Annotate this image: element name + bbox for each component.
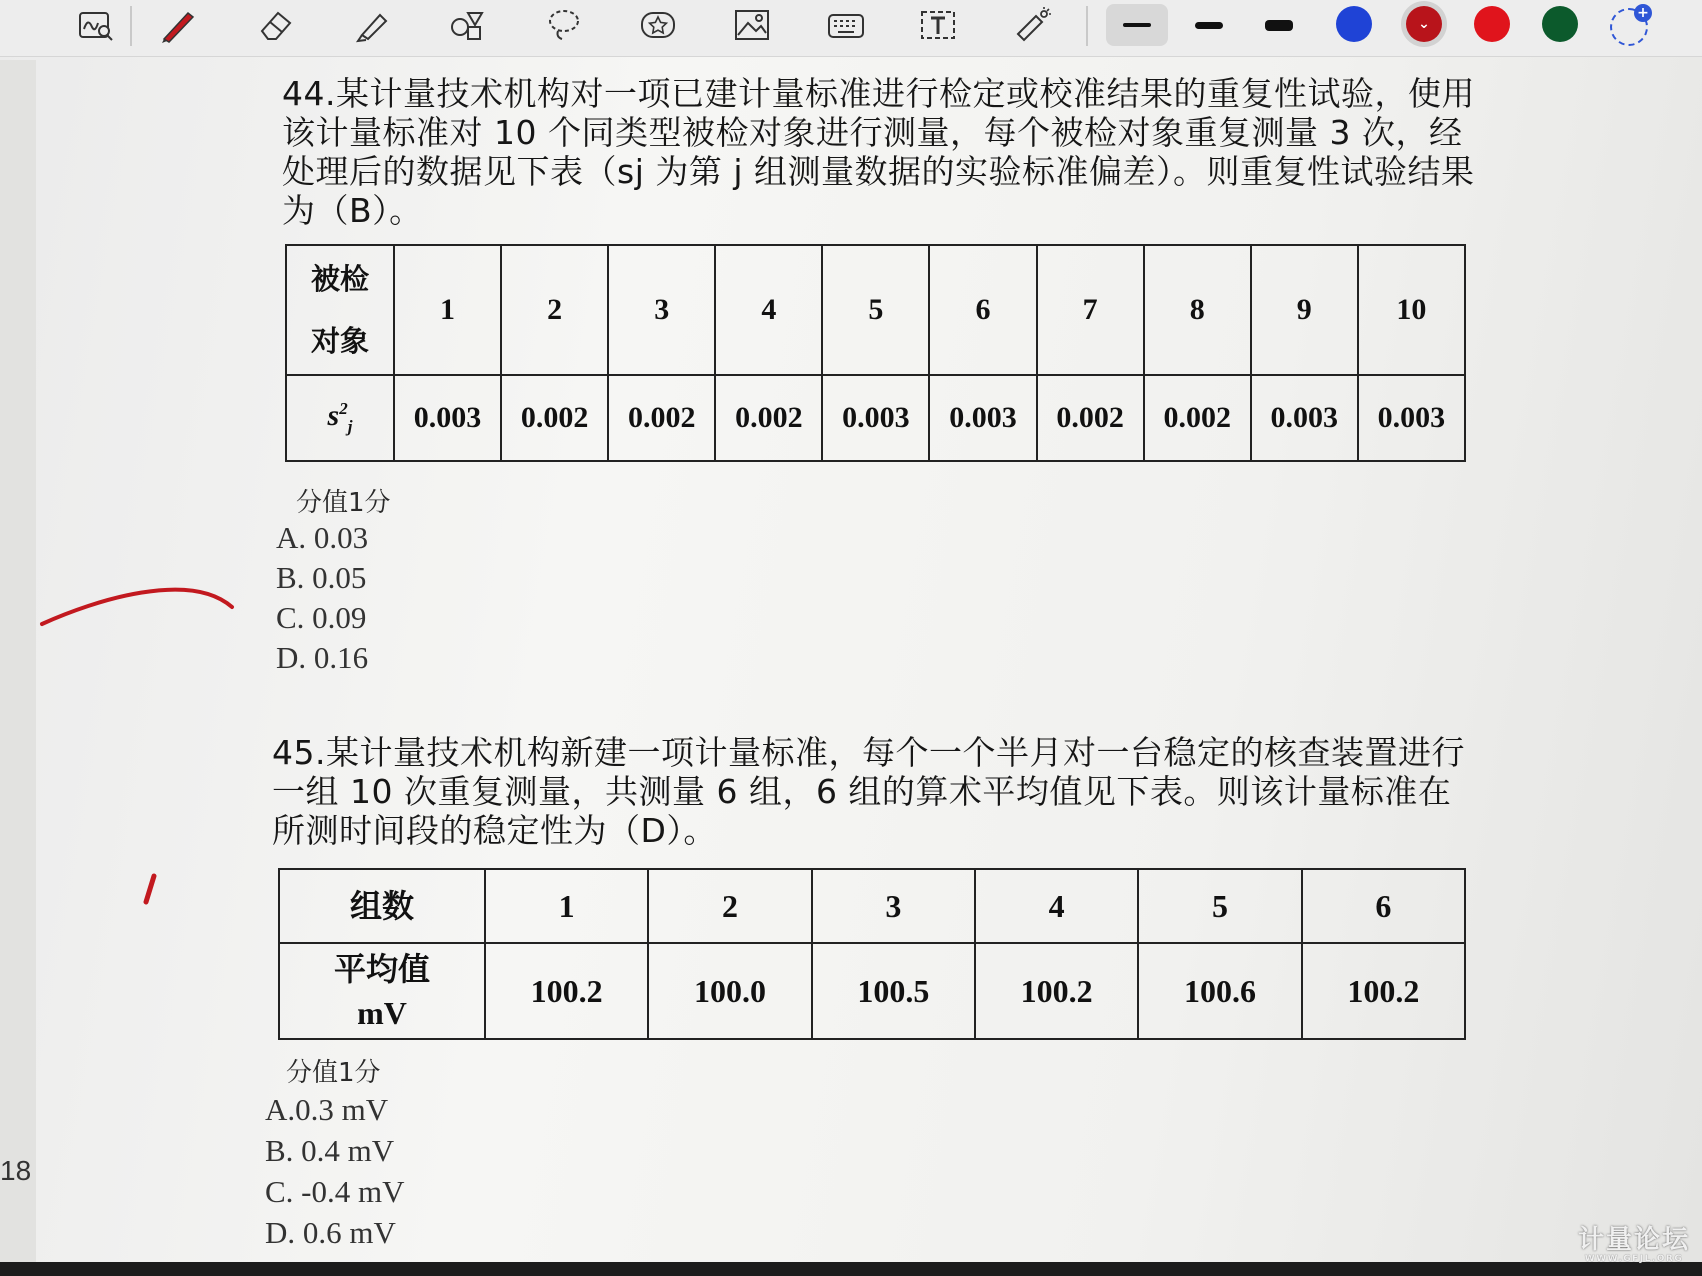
table-cell: 100.0 (648, 943, 811, 1039)
question-44-score: 分值1分 (296, 488, 391, 518)
text-box-icon[interactable] (914, 4, 962, 46)
column-header: 5 (1138, 869, 1301, 943)
question-45-option-c: C. -0.4 mV (265, 1174, 405, 1209)
table-cell: 0.003 (1358, 375, 1465, 461)
table-cell: 100.2 (485, 943, 648, 1039)
eraser-icon[interactable] (252, 4, 300, 46)
column-header: 5 (822, 245, 929, 375)
page-left-edge (0, 60, 36, 1262)
question-44-option-b: B. 0.05 (276, 560, 367, 595)
color-green-swatch[interactable] (1542, 6, 1578, 42)
column-header: 2 (648, 869, 811, 943)
table-cell: 0.002 (608, 375, 715, 461)
stroke-thick-button[interactable] (1248, 4, 1310, 46)
column-header: 3 (608, 245, 715, 375)
watermark-url: WWW.GFJL.ORG (1584, 1254, 1684, 1264)
column-header: 1 (485, 869, 648, 943)
row-header-line: 对象 (310, 324, 369, 358)
table-row (286, 245, 1465, 375)
column-header: 9 (1251, 245, 1358, 375)
symbol-superscript: 2 (339, 399, 348, 418)
table-row (279, 943, 1465, 1039)
question-45-table (278, 868, 1466, 1040)
table-cell: 0.003 (394, 375, 501, 461)
table-row (286, 375, 1465, 461)
question-44-text: 44.某计量技术机构对一项已建计量标准进行检定或校准结果的重复性试验，使用该计量标准对 10 个同类型被检对象进行测量，每个被检对象重复测量 3 次，经处理后的数据见下表（sj 为第 j 组测量数据的实验标准偏差）。则重复性试验结果为（B）。 (282, 74, 1475, 230)
forum-watermark (1578, 1226, 1690, 1264)
question-45-option-b: B. 0.4 mV (265, 1133, 395, 1168)
table-cell: 100.2 (1302, 943, 1465, 1039)
table-cell: 100.2 (975, 943, 1138, 1039)
row-header-unit: mV (357, 995, 407, 1031)
selected-check-icon: ⌄ (1418, 16, 1430, 32)
stroke-medium-button[interactable] (1178, 4, 1240, 46)
plus-icon: + (1634, 4, 1652, 22)
column-header: 3 (812, 869, 975, 943)
row-header-group-count: 组数 (279, 869, 485, 943)
table-cell: 0.003 (1251, 375, 1358, 461)
page-number: 18 (0, 1155, 32, 1186)
row-header-line: 平均值 (333, 950, 430, 988)
table-cell: 0.002 (715, 375, 822, 461)
annotation-toolbar (0, 0, 1702, 57)
watermark-title: 计量论坛 (1578, 1225, 1691, 1255)
question-45-option-a: A.0.3 mV (265, 1092, 389, 1127)
image-icon[interactable] (728, 4, 776, 46)
table-cell: 0.003 (822, 375, 929, 461)
column-header: 4 (975, 869, 1138, 943)
table-cell: 0.003 (929, 375, 1036, 461)
question-44-table (285, 244, 1466, 462)
table-cell: 0.002 (1144, 375, 1251, 461)
screen-bottom-bezel (0, 1262, 1702, 1276)
color-dark-red-swatch[interactable] (1406, 6, 1442, 42)
pen-icon[interactable] (154, 4, 202, 46)
toolbar-divider (130, 6, 132, 46)
question-44-option-c: C. 0.09 (276, 600, 367, 635)
column-header: 1 (394, 245, 501, 375)
question-45-option-d: D. 0.6 mV (265, 1215, 396, 1250)
table-cell: 100.6 (1138, 943, 1301, 1039)
column-header: 6 (1302, 869, 1465, 943)
table-cell: 0.002 (1037, 375, 1144, 461)
question-45-score: 分值1分 (286, 1058, 381, 1088)
column-header: 2 (501, 245, 608, 375)
question-44-option-a: A. 0.03 (276, 520, 369, 555)
row-header-inspected-object (286, 245, 394, 375)
keyboard-icon[interactable] (822, 4, 870, 46)
table-cell: 0.002 (501, 375, 608, 461)
question-44-option-d: D. 0.16 (276, 640, 369, 675)
toolbar-divider (1086, 6, 1088, 46)
question-45-text: 45.某计量技术机构新建一项计量标准，每个一个半月对一台稳定的核查装置进行一组 10 次重复测量，共测量 6 组，6 组的算术平均值见下表。则该计量标准在所测时间段的稳定性为（D）。 (272, 733, 1465, 850)
highlighter-icon[interactable] (348, 4, 396, 46)
column-header: 6 (929, 245, 1036, 375)
row-header-average-value (279, 943, 485, 1039)
shapes-icon[interactable] (444, 4, 492, 46)
table-row (279, 869, 1465, 943)
symbol-subscript: j (347, 417, 353, 436)
column-header: 4 (715, 245, 822, 375)
table-cell: 100.5 (812, 943, 975, 1039)
column-header: 8 (1144, 245, 1251, 375)
column-header: 10 (1358, 245, 1465, 375)
lasso-icon[interactable] (540, 4, 588, 46)
color-red-swatch[interactable] (1474, 6, 1510, 42)
sticker-icon[interactable] (634, 4, 682, 46)
column-header: 7 (1037, 245, 1144, 375)
search-ink-icon[interactable] (72, 4, 120, 46)
row-header-line: 被检 (310, 262, 369, 296)
color-blue-swatch[interactable] (1336, 6, 1372, 42)
stroke-thin-button[interactable] (1106, 4, 1168, 46)
symbol-base: s (327, 399, 340, 432)
row-header-variance-symbol (286, 375, 394, 461)
add-color-button[interactable] (1610, 5, 1649, 46)
laser-pointer-icon[interactable] (1008, 4, 1056, 46)
